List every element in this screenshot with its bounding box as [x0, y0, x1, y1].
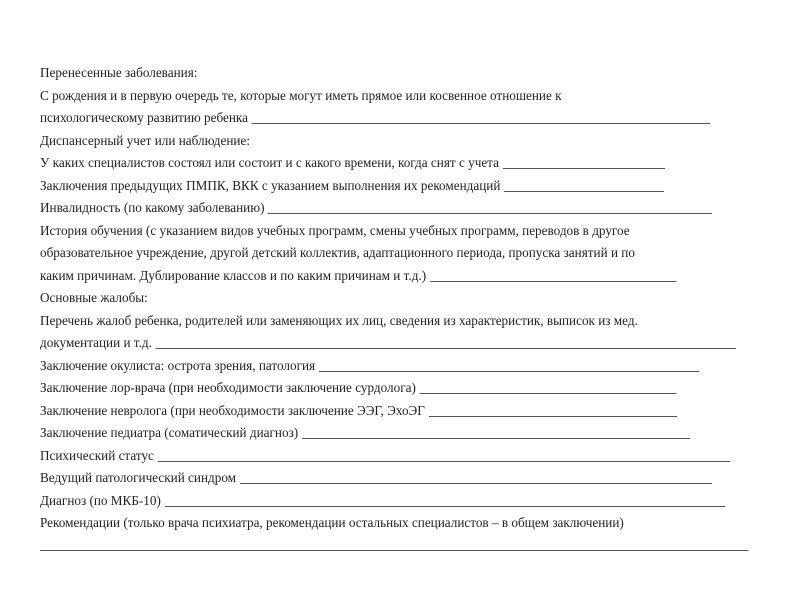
complaints-line-1 — [40, 310, 770, 333]
recommendations-blank-line — [40, 535, 770, 558]
mental-status-line — [40, 445, 770, 468]
complaints-text-1: Перечень жалоб ребенка, родителей или заменяющих их лиц, сведения из характеристик, выписок из мед. — [40, 312, 638, 328]
neurologist-label: Заключение невролога (при необходимости заключение ЭЭГ, ЭхоЭГ — [40, 402, 425, 418]
specialists-line — [40, 152, 770, 175]
ent-line — [40, 377, 770, 400]
from-birth-text-2: психологическому развитию ребенка — [40, 110, 248, 125]
oculist-label: Заключение окулиста: острота зрения, патология — [40, 357, 316, 373]
pediatrician-label: Заключение педиатра (соматический диагноз) — [40, 425, 299, 440]
from-birth-text-1: С рождения и в первую очередь те, которые могут иметь прямое или косвенное отношение к — [40, 87, 562, 103]
dispensary-heading-line — [40, 130, 770, 153]
diagnosis-blank[interactable] — [165, 493, 725, 507]
disability-line — [40, 197, 770, 220]
ent-blank[interactable] — [420, 380, 676, 394]
recommendations-blank[interactable] — [40, 537, 748, 551]
pathological-syndrome-blank[interactable] — [240, 470, 712, 484]
mental-status-label: Психический статус — [40, 447, 154, 463]
pmpk-line — [40, 175, 770, 198]
education-history-line-1 — [40, 220, 770, 243]
main-complaints-heading-line — [40, 287, 770, 310]
pmpk-blank[interactable] — [504, 178, 664, 192]
neurologist-blank[interactable] — [429, 403, 677, 417]
past-illnesses-heading: Перенесенные заболевания: — [40, 65, 198, 80]
education-history-text-3: каким причинам. Дублирование классов и по каким причинам и т.д.) — [40, 267, 427, 283]
recommendations-line — [40, 512, 770, 535]
complaints-text-2: документации и т.д. — [40, 335, 152, 350]
oculist-line — [40, 355, 770, 378]
disability-label: Инвалидность (по какому заболеванию) — [40, 200, 265, 215]
pathological-syndrome-line — [40, 467, 770, 490]
specialists-blank[interactable] — [503, 155, 665, 169]
medical-form — [40, 62, 770, 557]
complaints-blank[interactable] — [156, 335, 736, 349]
education-history-text-1: История обучения (с указанием видов учебных программ, смены учебных программ, переводов в другое — [40, 222, 630, 238]
education-history-blank[interactable] — [430, 268, 676, 282]
education-history-line-2 — [40, 242, 770, 265]
diagnosis-label: Диагноз (по МКБ-10) — [40, 492, 161, 508]
dispensary-heading: Диспансерный учет или наблюдение: — [40, 132, 250, 148]
from-birth-blank[interactable] — [252, 110, 710, 124]
main-complaints-heading: Основные жалобы: — [40, 290, 148, 305]
complaints-line-2 — [40, 332, 770, 355]
neurologist-line — [40, 400, 770, 423]
pediatrician-line — [40, 422, 770, 445]
from-birth-line-1 — [40, 85, 770, 108]
oculist-blank[interactable] — [319, 358, 699, 372]
pediatrician-blank[interactable] — [302, 425, 690, 439]
past-illnesses-heading-line — [40, 62, 770, 85]
specialists-label: У каких специалистов состоял или состоит и с какого времени, когда снят с учета — [40, 155, 499, 170]
recommendations-label: Рекомендации (только врача психиатра, рекомендации остальных специалистов – в общем заключении) — [40, 515, 624, 530]
pathological-syndrome-label: Ведущий патологический синдром — [40, 470, 237, 485]
disability-blank[interactable] — [268, 200, 712, 214]
education-history-text-2: образовательное учреждение, другой детский коллектив, адаптационного периода, пропуска занятий и по — [40, 245, 635, 260]
diagnosis-line — [40, 490, 770, 513]
education-history-line-3 — [40, 265, 770, 288]
mental-status-blank[interactable] — [158, 448, 730, 462]
pmpk-label: Заключения предыдущих ПМПК, ВКК с указанием выполнения их рекомендаций — [40, 177, 501, 193]
from-birth-line-2 — [40, 107, 770, 130]
ent-label: Заключение лор-врача (при необходимости заключение сурдолога) — [40, 380, 416, 395]
